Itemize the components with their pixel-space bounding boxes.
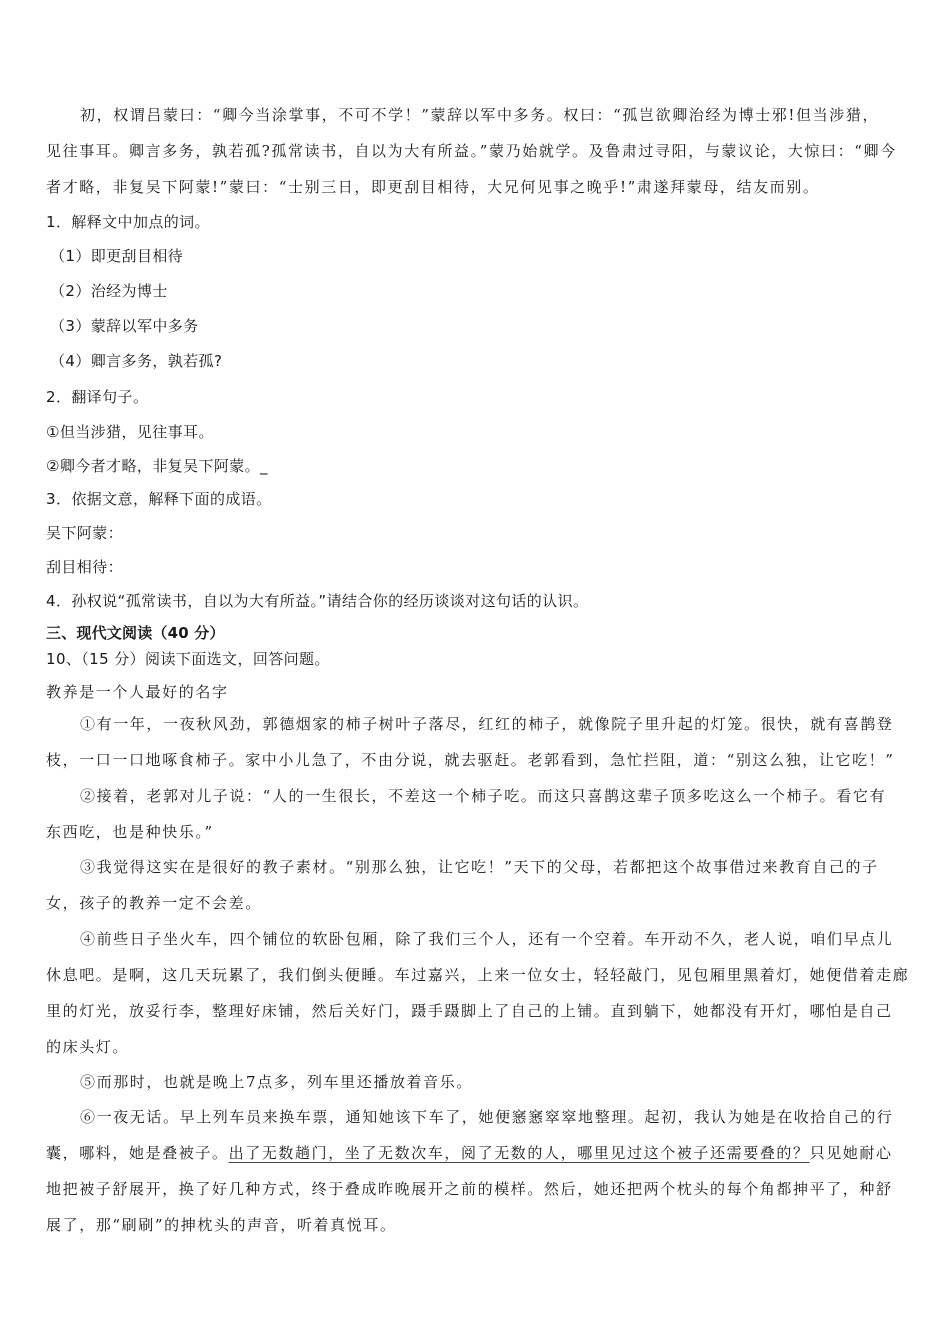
- underlined-sentence: 出了无数趟门，坐了无数次车，阅了无数的人，哪里见过这个被子还需要叠的？: [228, 1144, 810, 1162]
- article-p1-line-1: ①有一年，一夜秋风劲，郭德烟家的柿子树叶子落尽，红红的柿子，就像院子里升起的灯笼。很快，就有喜鹊登: [80, 715, 894, 733]
- article-p4-line-1: ④前些日子坐火车，四个铺位的软卧包厢，除了我们三个人，还有一个空着。车开动不久，老人说，咱们早点儿: [80, 930, 894, 948]
- article-p2-line-1: ②接着，老郭对儿子说：“人的一生很长，不差这一个柿子吃。而这只喜鹊这辈子顶多吃这么一个柿子。看它有: [80, 787, 887, 805]
- classical-passage-line-2: 见往事耳。卿言多务，孰若孤?孤常读书，自以为大有所益。”蒙乃始就学。及鲁肃过寻阳，与蒙议论，大惊曰：“卿今: [46, 142, 897, 160]
- question-2-prompt: 2．翻译句子。: [46, 388, 149, 406]
- article-p6-line-1: ⑥一夜无话。早上列车员来换车票，通知她该下车了，她便窸窸窣窣地整理。起初，我认为她是在收拾自己的行: [80, 1108, 894, 1126]
- article-p3-line-1: ③我觉得这实在是很好的教子素材。“别那么独，让它吃！”天下的父母，若都把这个故事借过来教育自己的子: [80, 858, 879, 876]
- question-2-item-2: ②卿今者才略，非复吴下阿蒙。_: [46, 457, 268, 475]
- article-p4-line-2: 休息吧。是啊，这几天玩累了，我们倒头便睡。车过嘉兴，上来一位女士，轻轻敲门，见包厢里黑着灯，她便借着走廊: [46, 966, 910, 984]
- article-p6-line-2-after: 只见她耐心: [809, 1144, 893, 1162]
- article-p6-line-3: 地把被子舒展开，换了好几种方式，终于叠成昨晚展开之前的模样。然后，她还把两个枕头的每个角都抻平了，种舒: [46, 1180, 893, 1198]
- article-p5-line-1: ⑤而那时，也就是晚上7点多，列车里还播放着音乐。: [80, 1073, 473, 1091]
- question-1-item-2: （2）治经为博士: [50, 282, 168, 300]
- article-p6-line-2: [46, 1142, 893, 1163]
- question-3-item-1: 吴下阿蒙：: [46, 524, 124, 542]
- question-1-prompt: 1．解释文中加点的词。: [46, 213, 210, 231]
- question-1-item-3: （3）蒙辞以军中多务: [50, 317, 199, 335]
- article-p3-line-2: 女，孩子的教养一定不会差。: [46, 894, 262, 912]
- classical-passage-line-1: 初，权谓吕蒙曰：“卿今当涂掌事，不可不学！”蒙辞以军中多务。权曰：“孤岂欲卿治经为博士邪!但当涉猎，: [80, 106, 880, 124]
- classical-passage-line-3: 者才略，非复吴下阿蒙!”蒙曰：“士别三日，即更刮目相待，大兄何见事之晚乎!”肃遂拜蒙母，结友而别。: [46, 178, 820, 196]
- question-3-item-2: 刮目相待：: [46, 558, 124, 576]
- article-p4-line-4: 的床头灯。: [46, 1038, 130, 1056]
- question-2-item-1: ①但当涉猎，见往事耳。: [46, 423, 214, 441]
- question-3-prompt: 3．依据文意，解释下面的成语。: [46, 490, 272, 508]
- question-1-item-1: （1）即更刮目相待: [50, 247, 184, 265]
- article-p1-line-2: 枝，一口一口地啄食柿子。家中小儿急了，不由分说，就去驱赶。老郭看到，急忙拦阻，道：“别这么独，让它吃！”: [46, 751, 895, 769]
- article-p4-line-3: 里的灯光，放妥行李，整理好床铺，然后关好门，蹑手蹑脚上了自己的上铺。直到躺下，她都没有开灯，哪怕是自己: [46, 1002, 893, 1020]
- question-10-prompt: 10、（15 分）阅读下面选文，回答问题。: [46, 650, 330, 668]
- question-1-item-4: （4）卿言多务，孰若孤?: [50, 352, 223, 370]
- article-p2-line-2: 东西吃，也是种快乐。”: [46, 823, 214, 841]
- article-p6-line-4: 展了，那“刷刷”的抻枕头的声音，听着真悦耳。: [46, 1216, 397, 1234]
- section-3-heading: 三、现代文阅读（40 分）: [46, 624, 225, 642]
- question-4-prompt: 4．孙权说“孤常读书，自以为大有所益。”请结合你的经历谈谈对这句话的认识。: [46, 592, 589, 610]
- article-p6-line-2-before: 囊，哪料，她是叠被子。: [46, 1144, 229, 1162]
- article-title: 教养是一个人最好的名字: [46, 683, 229, 701]
